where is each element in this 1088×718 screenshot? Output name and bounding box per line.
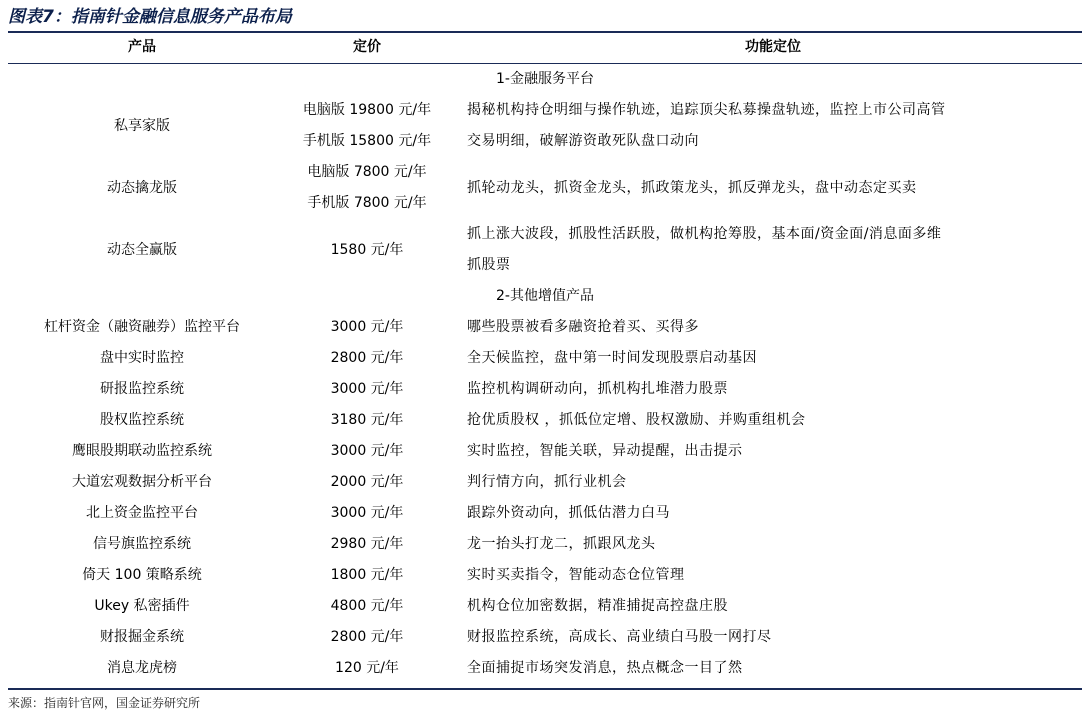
- price-line: 电脑版 7800 元/年: [307, 164, 427, 180]
- product-name: 消息龙虎榜: [107, 660, 177, 676]
- price-cell: 3180 元/年: [330, 412, 404, 428]
- price-cell: 3000 元/年: [330, 319, 404, 335]
- table-row: [8, 436, 1082, 467]
- function-line: 交易明细，破解游资敢死队盘口动向: [467, 133, 699, 149]
- function-cell: 龙一抬头打龙二，抓跟风龙头: [467, 536, 656, 552]
- product-name: 杠杆资金（融资融券）监控平台: [44, 319, 240, 335]
- product-name: 动态擒龙版: [107, 180, 177, 196]
- table-row: [8, 312, 1082, 343]
- section-label: 1-金融服务平台: [496, 71, 594, 87]
- header-function: 功能定位: [745, 39, 801, 55]
- function-cell: 监控机构调研动向，抓机构扎堆潜力股票: [467, 381, 728, 397]
- price-cell: 4800 元/年: [330, 598, 404, 614]
- header-product: 产品: [128, 39, 156, 55]
- table-row: [8, 219, 1082, 281]
- header-price: 定价: [353, 39, 381, 55]
- function-line: 抓股票: [467, 257, 511, 273]
- figure-title: 图表7：指南针金融信息服务产品布局: [8, 7, 292, 27]
- product-name: 鹰眼股期联动监控系统: [72, 443, 212, 459]
- price-cell: 2000 元/年: [330, 474, 404, 490]
- table-top-rule: [8, 31, 1082, 33]
- product-name: Ukey 私密插件: [94, 598, 190, 614]
- price-line: 电脑版 19800 元/年: [302, 102, 432, 118]
- table-row: [8, 157, 1082, 219]
- table-row: [8, 405, 1082, 436]
- price-cell: 3000 元/年: [330, 505, 404, 521]
- product-name: 私享家版: [114, 118, 170, 134]
- table-row: [8, 343, 1082, 374]
- function-line: 揭秘机构持仓明细与操作轨迹，追踪顶尖私募操盘轨迹，监控上市公司高管: [467, 102, 946, 118]
- price-line: 手机版 15800 元/年: [302, 133, 432, 149]
- price-cell: 1800 元/年: [330, 567, 404, 583]
- section-label: 2-其他增值产品: [496, 288, 594, 304]
- function-cell: 判行情方向，抓行业机会: [467, 474, 627, 490]
- source-note: 来源：指南针官网，国金证券研究所: [8, 696, 201, 710]
- product-name: 动态全赢版: [107, 242, 177, 258]
- table-row: [8, 622, 1082, 653]
- table-row: [8, 374, 1082, 405]
- function-cell: 实时监控，智能关联，异动提醒，出击提示: [467, 443, 743, 459]
- function-cell: 机构仓位加密数据，精准捕捉高控盘庄股: [467, 598, 728, 614]
- price-line: 手机版 7800 元/年: [307, 195, 427, 211]
- table-bottom-rule: [8, 688, 1082, 690]
- product-name: 信号旗监控系统: [93, 536, 191, 552]
- function-cell: 哪些股票被看多融资抢着买、买得多: [467, 319, 699, 335]
- table-row: [8, 653, 1082, 684]
- table-row: [8, 529, 1082, 560]
- price-cell: [281, 219, 453, 281]
- table-row: [8, 498, 1082, 529]
- product-name: 财报掘金系统: [100, 629, 184, 645]
- product-name: 盘中实时监控: [100, 350, 184, 366]
- price-cell: [281, 157, 453, 219]
- price-cell: 2980 元/年: [330, 536, 404, 552]
- product-name: 研报监控系统: [100, 381, 184, 397]
- product-name: 北上资金监控平台: [86, 505, 198, 521]
- price-cell: 3000 元/年: [330, 381, 404, 397]
- table-row: [8, 560, 1082, 591]
- product-name: 股权监控系统: [100, 412, 184, 428]
- function-cell: 财报监控系统，高成长、高业绩白马股一网打尽: [467, 629, 772, 645]
- function-line: 抓轮动龙头，抓资金龙头，抓政策龙头，抓反弹龙头，盘中动态定买卖: [467, 180, 917, 196]
- function-cell: 实时买卖指令，智能动态仓位管理: [467, 567, 685, 583]
- price-line: 1580 元/年: [330, 242, 404, 258]
- function-cell: [467, 219, 1079, 281]
- function-cell: [467, 157, 1079, 219]
- product-name: 倚天 100 策略系统: [82, 567, 202, 583]
- table-row: [8, 591, 1082, 622]
- price-cell: [281, 95, 453, 157]
- table-row: [8, 467, 1082, 498]
- price-cell: 3000 元/年: [330, 443, 404, 459]
- function-cell: 跟踪外资动向，抓低估潜力白马: [467, 505, 670, 521]
- price-cell: 120 元/年: [335, 660, 399, 676]
- function-cell: 全面捕捉市场突发消息，热点概念一目了然: [467, 660, 743, 676]
- function-cell: 抢优质股权 ，抓低位定增、股权激励、并购重组机会: [467, 412, 806, 428]
- price-cell: 2800 元/年: [330, 629, 404, 645]
- function-line: 抓上涨大波段，抓股性活跃股，做机构抢筹股，基本面/资金面/消息面多维: [467, 226, 942, 242]
- product-name: 大道宏观数据分析平台: [72, 474, 212, 490]
- table-row: [8, 95, 1082, 157]
- function-cell: 全天候监控，盘中第一时间发现股票启动基因: [467, 350, 757, 366]
- function-cell: [467, 95, 1079, 157]
- price-cell: 2800 元/年: [330, 350, 404, 366]
